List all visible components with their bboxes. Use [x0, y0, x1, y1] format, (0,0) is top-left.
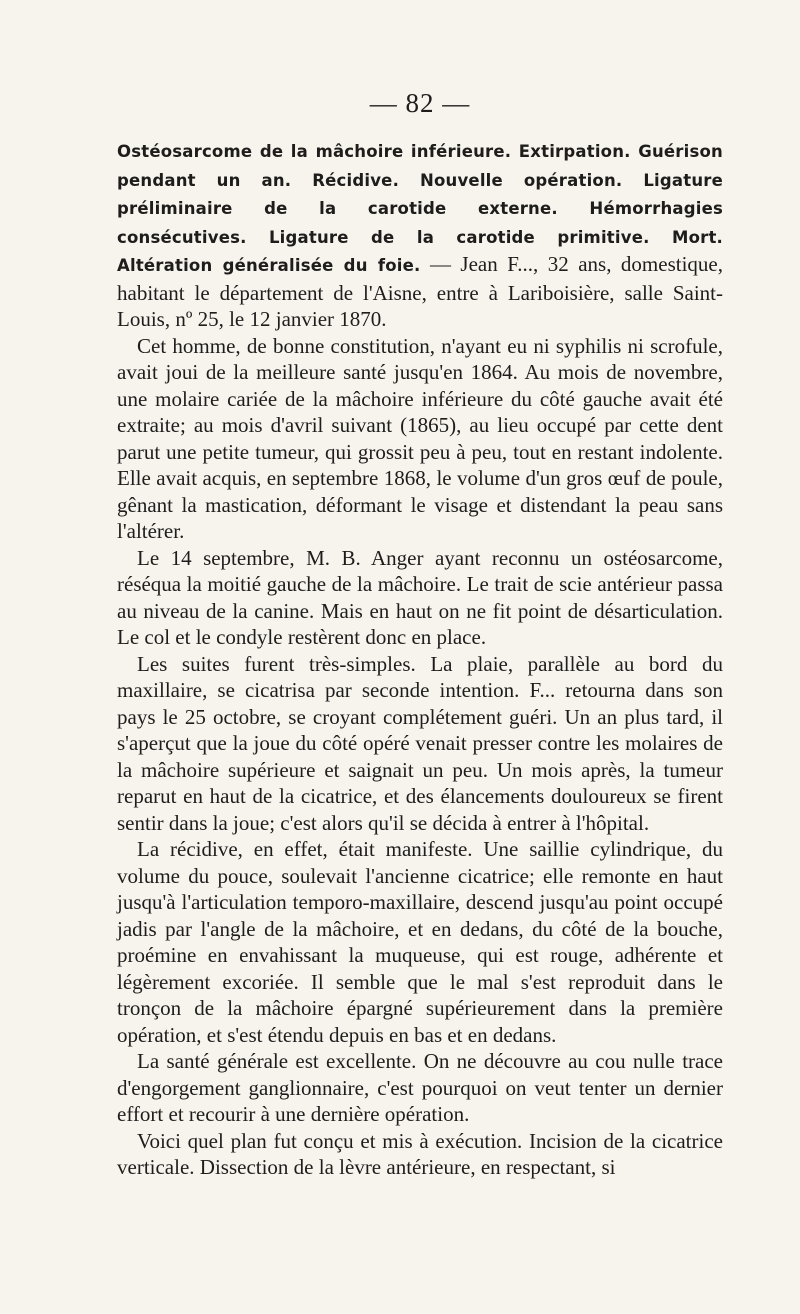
paragraph-general-health: La santé générale est excellente. On ne découvre au cou nulle trace d'engorgement ganglionnaire, c'est pourquoi on veut tenter un dernier effort et recourir à une dernière opération. — [117, 1049, 723, 1126]
page — [117, 88, 723, 1181]
case-intro: — Jean F..., 32 ans, domestique, habitant le département de l'Aisne, entre à Lariboisière, salle Saint-Louis, nº 25, le 12 janvier 1870. — [117, 252, 723, 331]
paragraph-first-operation: Le 14 septembre, M. B. Anger ayant reconnu un ostéosarcome, réséqua la moitié gauche de la mâchoire. Le trait de scie antérieur passa au niveau de la canine. Mais en haut on ne fit point de désarticulation. Le col et le condyle restèrent donc en place. — [117, 545, 723, 649]
case-title: Ostéosarcome de la mâchoire inférieure. Extirpation. Guérison pendant un an. Récidive. Nouvelle opération. Ligature préliminaire de la carotide externe. Hémorrhagies consécutives. Ligature de la carotide primitive. Mort. Altération généralisée du foie. — [117, 142, 723, 275]
paragraph-recovery: Les suites furent très-simples. La plaie, parallèle au bord du maxillaire, se cicatrisa par seconde intention. F... retourna dans son pays le 25 octobre, se croyant complétement guéri. Un an plus tard, il s'aperçut que la joue du côté opéré venait presser contre les molaires de la mâchoire supérieure et saignait un peu. Un mois après, la tumeur reparut en haut de la cicatrice, et des élancements douloureux se firent sentir dans la joue; c'est alors qu'il se décida à entrer à l'hôpital. — [117, 651, 723, 835]
page-number: — 82 — — [369, 88, 471, 118]
case-heading-paragraph — [117, 137, 723, 333]
paragraph-history: Cet homme, de bonne constitution, n'ayant eu ni syphilis ni scrofule, avait joui de la meilleure santé jusqu'en 1864. Au mois de novembre, une molaire cariée de la mâchoire inférieure du côté gauche avait été extraite; au mois d'avril suivant (1865), au lieu occupé par cette dent parut une petite tumeur, qui grossit peu à peu, tout en restant indolente. Elle avait acquis, en septembre 1868, le volume d'un gros œuf de poule, gênant la mastication, déformant le visage et distendant la peau sans l'altérer. — [117, 333, 723, 543]
paragraph-recurrence: La récidive, en effet, était manifeste. Une saillie cylindrique, du volume du pouce, soulevait l'ancienne cicatrice; elle remonte en haut jusqu'à l'articulation temporo-maxillaire, descend jusqu'au point occupé jadis par l'angle de la mâchoire, et en dedans, du côté de la bouche, proémine en envahissant la muqueuse, qui est rouge, adhérente et légèrement excoriée. Il semble que le mal s'est reproduit dans le tronçon de la mâchoire épargné supérieurement dans la première opération, et s'est étendu depuis en bas et en dedans. — [117, 837, 723, 1047]
paragraph-operation-plan: Voici quel plan fut conçu et mis à exécution. Incision de la cicatrice verticale. Dissection de la lèvre antérieure, en respectant, si — [117, 1128, 723, 1179]
